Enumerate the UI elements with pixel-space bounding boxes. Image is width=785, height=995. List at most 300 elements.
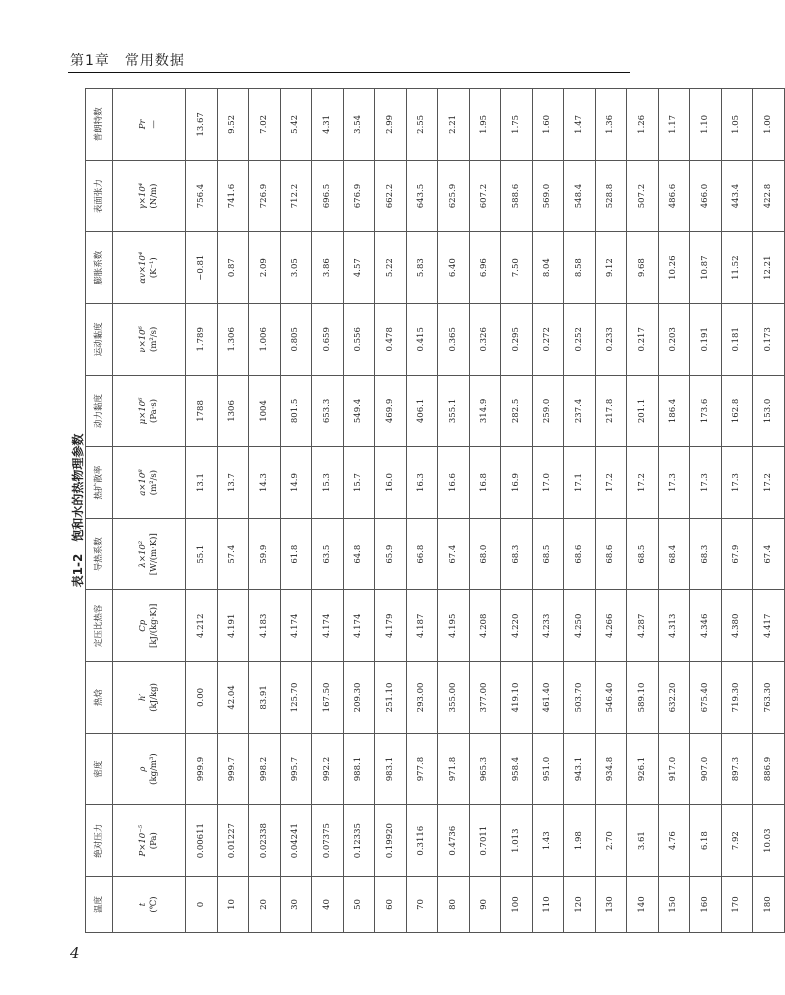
table-cell: 1.60 [532,89,564,161]
table-cell: 951.0 [532,733,564,805]
table-cell: 4.183 [249,590,281,662]
table-cell: 6.40 [438,232,470,304]
table-cell: 1.013 [501,805,533,877]
table-cell: 801.5 [280,375,312,447]
table-row [343,89,375,933]
table-cell: 1.17 [658,89,690,161]
table-cell: 419.10 [501,662,533,734]
table-cell: 926.1 [627,733,659,805]
table-cell: 16.8 [469,447,501,519]
page-number: 4 [70,944,80,962]
table-cell: 259.0 [532,375,564,447]
table-cell: 995.7 [280,733,312,805]
table-row [501,89,533,933]
table-cell: 377.00 [469,662,501,734]
table-row [595,89,627,933]
table-cell: 3.05 [280,232,312,304]
column-symbol-unit [113,733,186,805]
table-cell: 12.21 [753,232,785,304]
column-symbol: αv×10⁴ [138,251,148,284]
table-cell: 0.295 [501,304,533,376]
column-name-row [86,89,113,933]
symbol-unit-row [113,89,186,933]
table-cell: 5.22 [375,232,407,304]
table-cell: 0.326 [469,304,501,376]
table-row [438,89,470,933]
table-cell: 17.3 [658,447,690,519]
column-symbol: μ×10⁶ [138,397,148,425]
column-header: 膨胀系数 [86,232,113,304]
table-cell: 68.6 [564,518,596,590]
table-cell: 443.4 [721,160,753,232]
table-cell: 4.174 [280,590,312,662]
column-unit: (℃) [149,896,159,913]
table-cell: 5.42 [280,89,312,161]
table-cell: 10.87 [690,232,722,304]
table-cell: 68.5 [532,518,564,590]
table-cell: 314.9 [469,375,501,447]
table-cell: 55.1 [186,518,218,590]
column-unit: (m²/s) [149,326,159,352]
table-cell: 4.220 [501,590,533,662]
column-symbol: ν×10⁶ [138,326,148,353]
column-symbol-unit [113,232,186,304]
table-cell: 712.2 [280,160,312,232]
table-cell: 589.10 [627,662,659,734]
table-body [186,89,785,933]
table-cell: 14.9 [280,447,312,519]
table-row [217,89,249,933]
table-cell: 548.4 [564,160,596,232]
table-cell: 90 [469,877,501,933]
table-cell: 68.0 [469,518,501,590]
table-cell: 999.7 [217,733,249,805]
table-cell: 988.1 [343,733,375,805]
table-cell: 13.1 [186,447,218,519]
table-cell: 4.266 [595,590,627,662]
table-cell: 60 [375,877,407,933]
table-cell: 3.54 [343,89,375,161]
table-row [280,89,312,933]
table-cell: 907.0 [690,733,722,805]
table-cell: 293.00 [406,662,438,734]
table-cell: 461.40 [532,662,564,734]
column-symbol: h′ [138,693,148,702]
table-cell: 150 [658,877,690,933]
table-cell: 355.00 [438,662,470,734]
table-cell: 57.4 [217,518,249,590]
table-cell: 355.1 [438,375,470,447]
table-cell: 68.4 [658,518,690,590]
column-header: 绝对压力 [86,805,113,877]
table-cell: 9.52 [217,89,249,161]
table-cell: 1.10 [690,89,722,161]
table-cell: 186.4 [658,375,690,447]
table-cell: 160 [690,877,722,933]
table-row [186,89,218,933]
table-cell: 30 [280,877,312,933]
table-cell: 13.7 [217,447,249,519]
table-cell: 4.31 [312,89,344,161]
table-cell: 406.1 [406,375,438,447]
column-unit: [kJ/(kg·K)] [149,603,159,648]
column-header: 温度 [86,877,113,933]
table-cell: 0.7011 [469,805,501,877]
table-cell: 68.6 [595,518,627,590]
table-cell: 992.2 [312,733,344,805]
table-cell: 2.55 [406,89,438,161]
table-cell: 696.5 [312,160,344,232]
table-cell: 6.18 [690,805,722,877]
table-cell: 7.92 [721,805,753,877]
table-cell: 125.70 [280,662,312,734]
table-cell: 50 [343,877,375,933]
table-cell: 469.9 [375,375,407,447]
table-cell: 2.99 [375,89,407,161]
table-cell: 1.789 [186,304,218,376]
table-cell: 6.96 [469,232,501,304]
column-symbol: Pr [138,119,148,130]
table-cell: 0.4736 [438,805,470,877]
column-header: 普朗特数 [86,89,113,161]
column-header: 密度 [86,733,113,805]
table-cell: 0.3116 [406,805,438,877]
table-cell: 17.3 [721,447,753,519]
table-cell: 4.346 [690,590,722,662]
table-cell: 162.8 [721,375,753,447]
table-cell: 1.05 [721,89,753,161]
table-cell: 0.191 [690,304,722,376]
table-cell: 0.19920 [375,805,407,877]
table-cell: 643.5 [406,160,438,232]
table-cell: 0.04241 [280,805,312,877]
table-cell: 2.70 [595,805,627,877]
table-cell: 625.9 [438,160,470,232]
table-row [249,89,281,933]
table-row [406,89,438,933]
table-cell: 20 [249,877,281,933]
table-cell: 13.67 [186,89,218,161]
column-unit: (Pa·s) [149,398,159,423]
table-row [721,89,753,933]
table-cell: 0.233 [595,304,627,376]
table-cell: 140 [627,877,659,933]
column-header: 热焓 [86,662,113,734]
column-symbol-unit [113,805,186,877]
column-unit: — [149,120,159,129]
table-cell: 65.9 [375,518,407,590]
table-cell: 0.00 [186,662,218,734]
table-cell: 528.8 [595,160,627,232]
table-cell: 64.8 [343,518,375,590]
column-header: 动力黏度 [86,375,113,447]
table-cell: 3.61 [627,805,659,877]
table-cell: 251.10 [375,662,407,734]
table-row [532,89,564,933]
table-cell: 741.6 [217,160,249,232]
table-cell: 1306 [217,375,249,447]
header-rule [68,72,630,73]
table-cell: 4.76 [658,805,690,877]
column-symbol: ρ [138,766,148,772]
column-unit: [W/(m·K)] [149,533,159,576]
table-row [375,89,407,933]
column-unit: (N/m) [149,183,159,209]
table-cell: 14.3 [249,447,281,519]
table-cell: 68.3 [501,518,533,590]
table-cell: 549.4 [343,375,375,447]
table-cell: 4.417 [753,590,785,662]
table-cell: 201.1 [627,375,659,447]
table-cell: 4.195 [438,590,470,662]
table-cell: 66.8 [406,518,438,590]
table-cell: 0.805 [280,304,312,376]
table-cell: 130 [595,877,627,933]
table-cell: 7.50 [501,232,533,304]
table-cell: 16.9 [501,447,533,519]
table-cell: 9.12 [595,232,627,304]
table-cell: 11.52 [721,232,753,304]
table-cell: 0.252 [564,304,596,376]
table-cell: 1.306 [217,304,249,376]
column-symbol-unit [113,877,186,933]
table-cell: 4.212 [186,590,218,662]
column-unit: (m²/s) [149,469,159,496]
table-cell: 588.6 [501,160,533,232]
table-cell: 4.174 [312,590,344,662]
table-cell: 4.191 [217,590,249,662]
table-cell: 67.9 [721,518,753,590]
table-cell: 4.287 [627,590,659,662]
table-cell: 1004 [249,375,281,447]
table-cell: 569.0 [532,160,564,232]
table-cell: 4.174 [343,590,375,662]
table-cell: 2.21 [438,89,470,161]
table-cell: 1.43 [532,805,564,877]
table-cell: 10 [217,877,249,933]
table-cell: 0 [186,877,218,933]
column-unit: (K⁻¹) [149,257,159,279]
table-cell: 3.86 [312,232,344,304]
table-cell: 15.3 [312,447,344,519]
table-cell: 546.40 [595,662,627,734]
table-cell: 0.365 [438,304,470,376]
chapter-header: 第1章 常用数据 [70,53,185,69]
table-cell: 958.4 [501,733,533,805]
table-cell: −0.81 [186,232,218,304]
table-cell: 719.30 [721,662,753,734]
table-cell: 16.6 [438,447,470,519]
table-cell: 63.5 [312,518,344,590]
column-symbol-unit [113,662,186,734]
table-cell: 726.9 [249,160,281,232]
table-cell: 42.04 [217,662,249,734]
column-header: 表面张力 [86,160,113,232]
table-cell: 934.8 [595,733,627,805]
table-cell: 209.30 [343,662,375,734]
table-cell: 1788 [186,375,218,447]
column-symbol: t [138,902,148,907]
table-cell: 83.91 [249,662,281,734]
column-symbol-unit [113,89,186,161]
table-row [627,89,659,933]
table-cell: 4.57 [343,232,375,304]
column-header: 导热系数 [86,518,113,590]
table-cell: 153.0 [753,375,785,447]
table-cell: 897.3 [721,733,753,805]
table-cell: 10.26 [658,232,690,304]
table-cell: 763.30 [753,662,785,734]
table-cell: 0.87 [217,232,249,304]
column-symbol-unit [113,590,186,662]
table-cell: 4.313 [658,590,690,662]
table-cell: 80 [438,877,470,933]
table-cell: 15.7 [343,447,375,519]
table-cell: 0.415 [406,304,438,376]
table-cell: 68.5 [627,518,659,590]
table-cell: 217.8 [595,375,627,447]
table-cell: 971.8 [438,733,470,805]
table-row [312,89,344,933]
table-cell: 67.4 [438,518,470,590]
table-cell: 653.3 [312,375,344,447]
table-cell: 632.20 [658,662,690,734]
column-symbol: γ×10⁴ [138,182,148,210]
table-cell: 0.181 [721,304,753,376]
table-row [564,89,596,933]
table-cell: 4.233 [532,590,564,662]
table-cell: 67.4 [753,518,785,590]
table-cell: 886.9 [753,733,785,805]
column-symbol: Cp [138,619,148,632]
table-cell: 0.556 [343,304,375,376]
table-cell: 1.75 [501,89,533,161]
table-cell: 0.217 [627,304,659,376]
table-row [753,89,785,933]
table-row [469,89,501,933]
column-unit: (kg/m³) [149,753,159,785]
rotated-table-container [71,88,773,933]
table-cell: 917.0 [658,733,690,805]
table-cell: 5.83 [406,232,438,304]
table-cell: 70 [406,877,438,933]
table-cell: 180 [753,877,785,933]
table-cell: 998.2 [249,733,281,805]
table-cell: 61.8 [280,518,312,590]
table-cell: 1.00 [753,89,785,161]
table-cell: 999.9 [186,733,218,805]
table-cell: 170 [721,877,753,933]
table-cell: 0.659 [312,304,344,376]
column-symbol-unit [113,304,186,376]
table-cell: 1.26 [627,89,659,161]
column-symbol: λ×10² [138,540,148,568]
table-cell: 662.2 [375,160,407,232]
table-row [690,89,722,933]
table-cell: 977.8 [406,733,438,805]
table-cell: 7.02 [249,89,281,161]
table-cell: 1.95 [469,89,501,161]
column-unit: (kJ/kg) [149,683,159,712]
table-cell: 983.1 [375,733,407,805]
table-cell: 17.2 [595,447,627,519]
table-cell: 17.2 [627,447,659,519]
table-cell: 965.3 [469,733,501,805]
table-cell: 110 [532,877,564,933]
column-unit: (Pa) [149,832,159,850]
table-cell: 1.006 [249,304,281,376]
table-cell: 675.40 [690,662,722,734]
table-caption: 表1-2 饱和水的热物理参数 [71,433,85,588]
table-cell: 8.58 [564,232,596,304]
table-cell: 0.173 [753,304,785,376]
table-cell: 17.2 [753,447,785,519]
table-cell: 507.2 [627,160,659,232]
table-cell: 59.9 [249,518,281,590]
table-cell: 9.68 [627,232,659,304]
table-cell: 120 [564,877,596,933]
table-cell: 0.272 [532,304,564,376]
table-cell: 4.380 [721,590,753,662]
table-cell: 0.07375 [312,805,344,877]
table-cell: 173.6 [690,375,722,447]
column-symbol-unit [113,447,186,519]
table-cell: 4.187 [406,590,438,662]
column-header: 热扩散率 [86,447,113,519]
column-symbol-unit [113,160,186,232]
table-cell: 4.208 [469,590,501,662]
table-cell: 0.12335 [343,805,375,877]
table-cell: 943.1 [564,733,596,805]
table-cell: 503.70 [564,662,596,734]
table-cell: 0.478 [375,304,407,376]
table-cell: 1.47 [564,89,596,161]
column-symbol: a×10⁸ [138,469,148,496]
column-header: 运动黏度 [86,304,113,376]
table-cell: 1.98 [564,805,596,877]
table-cell: 16.0 [375,447,407,519]
table-cell: 237.4 [564,375,596,447]
table-cell: 676.9 [343,160,375,232]
table-cell: 17.0 [532,447,564,519]
table-cell: 4.250 [564,590,596,662]
column-symbol-unit [113,518,186,590]
table-row [658,89,690,933]
table-cell: 16.3 [406,447,438,519]
table-cell: 4.179 [375,590,407,662]
table-cell: 2.09 [249,232,281,304]
table-cell: 0.02338 [249,805,281,877]
table-cell: 756.4 [186,160,218,232]
table-cell: 17.3 [690,447,722,519]
table-cell: 0.203 [658,304,690,376]
table-cell: 1.36 [595,89,627,161]
column-symbol-unit [113,375,186,447]
table-cell: 486.6 [658,160,690,232]
table-cell: 0.00611 [186,805,218,877]
table-cell: 607.2 [469,160,501,232]
table-cell: 100 [501,877,533,933]
table-cell: 0.01227 [217,805,249,877]
column-symbol: P×10⁻⁵ [138,824,148,857]
table-cell: 167.50 [312,662,344,734]
table-cell: 282.5 [501,375,533,447]
table-cell: 8.04 [532,232,564,304]
table-cell: 10.03 [753,805,785,877]
table-cell: 68.3 [690,518,722,590]
table-cell: 17.1 [564,447,596,519]
table-cell: 422.8 [753,160,785,232]
